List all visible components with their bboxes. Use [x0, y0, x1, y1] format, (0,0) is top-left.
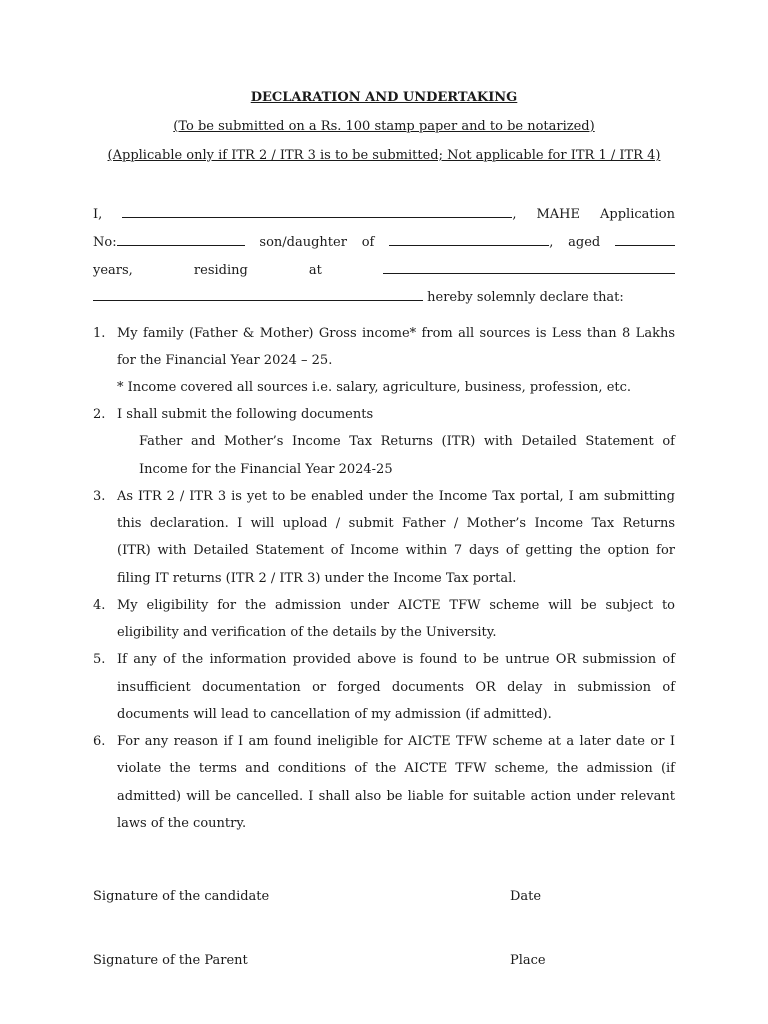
intro-i: I,	[93, 207, 103, 222]
name-blank	[122, 206, 512, 218]
item-6-line-2: violate the terms and conditions of the AICTE TFW scheme, the admission (if	[117, 761, 675, 776]
item-2-sub-line-1: Father and Mother’s Income Tax Returns (ITR) with Detailed Statement of	[139, 434, 675, 449]
document-subtitle-applicability: (Applicable only if ITR 2 / ITR 3 is to be submitted; Not applicable for ITR 1 / ITR 4)	[107, 148, 661, 163]
item-1-line-1: My family (Father & Mother) Gross income* from all sources is Less than 8 Lakhs	[117, 326, 675, 341]
item-4-line-2: eligibility and verification of the details by the University.	[117, 625, 497, 640]
item-number: 2.	[93, 407, 106, 422]
date-label: Date	[510, 889, 542, 904]
item-number: 4.	[93, 598, 106, 613]
item-1-line-2: for the Financial Year 2024 – 25.	[117, 353, 333, 368]
item-5-line-1: If any of the information provided above is found to be untrue OR submission of	[117, 652, 675, 667]
address-blank-2	[93, 289, 423, 301]
item-3-line-3: (ITR) with Detailed Statement of Income within 7 days of getting the option for	[117, 543, 675, 558]
item-6-line-4: laws of the country.	[117, 816, 247, 831]
item-number: 5.	[93, 652, 106, 667]
item-5-line-3: documents will lead to cancellation of my admission (if admitted).	[117, 707, 552, 722]
item-3-line-4: filing IT returns (ITR 2 / ITR 3) under the Income Tax portal.	[117, 571, 517, 586]
item-2-sub-line-2: Income for the Financial Year 2024-25	[139, 462, 393, 477]
item-3-line-2: this declaration. I will upload / submit Father / Mother’s Income Tax Returns	[117, 516, 675, 531]
intro-mahe: , MAHE Application	[512, 207, 675, 222]
parent-signature-label: Signature of the Parent	[93, 953, 248, 968]
item-number: 1.	[93, 326, 106, 341]
intro-at: at	[308, 263, 322, 278]
item-6-line-1: For any reason if I am found ineligible for AICTE TFW scheme at a later date or I	[117, 734, 675, 749]
item-number: 6.	[93, 734, 106, 749]
age-blank	[615, 234, 675, 246]
candidate-signature-label: Signature of the candidate	[93, 889, 270, 904]
intro-residing: residing	[193, 263, 248, 278]
intro-years: years,	[93, 263, 133, 278]
intro-line-3	[93, 262, 675, 278]
item-4-line-1: My eligibility for the admission under AICTE TFW scheme will be subject to	[117, 598, 675, 613]
intro-declare: hereby solemnly declare that:	[427, 290, 624, 305]
item-1-note: * Income covered all sources i.e. salary, agriculture, business, profession, etc.	[117, 380, 632, 395]
intro-no: No:	[93, 235, 117, 250]
intro-line-2	[93, 234, 675, 250]
document-title: DECLARATION AND UNDERTAKING	[250, 90, 518, 105]
address-blank-1	[383, 262, 675, 274]
intro-son: son/daughter of	[259, 235, 375, 250]
document-subtitle-stamp: (To be submitted on a Rs. 100 stamp paper and to be notarized)	[173, 119, 595, 134]
application-number-blank	[117, 234, 245, 246]
item-5-line-2: insufficient documentation or forged documents OR delay in submission of	[117, 680, 675, 695]
item-2-line-1: I shall submit the following documents	[117, 407, 374, 422]
item-number: 3.	[93, 489, 106, 504]
intro-line-1	[93, 206, 675, 222]
item-3-line-1: As ITR 2 / ITR 3 is yet to be enabled under the Income Tax portal, I am submitting	[117, 489, 675, 504]
intro-line-4	[93, 289, 675, 305]
place-label: Place	[510, 953, 546, 968]
item-6-line-3: admitted) will be cancelled. I shall also be liable for suitable action under relevant	[117, 789, 675, 804]
parent-name-blank	[389, 234, 549, 246]
intro-aged: , aged	[549, 235, 601, 250]
